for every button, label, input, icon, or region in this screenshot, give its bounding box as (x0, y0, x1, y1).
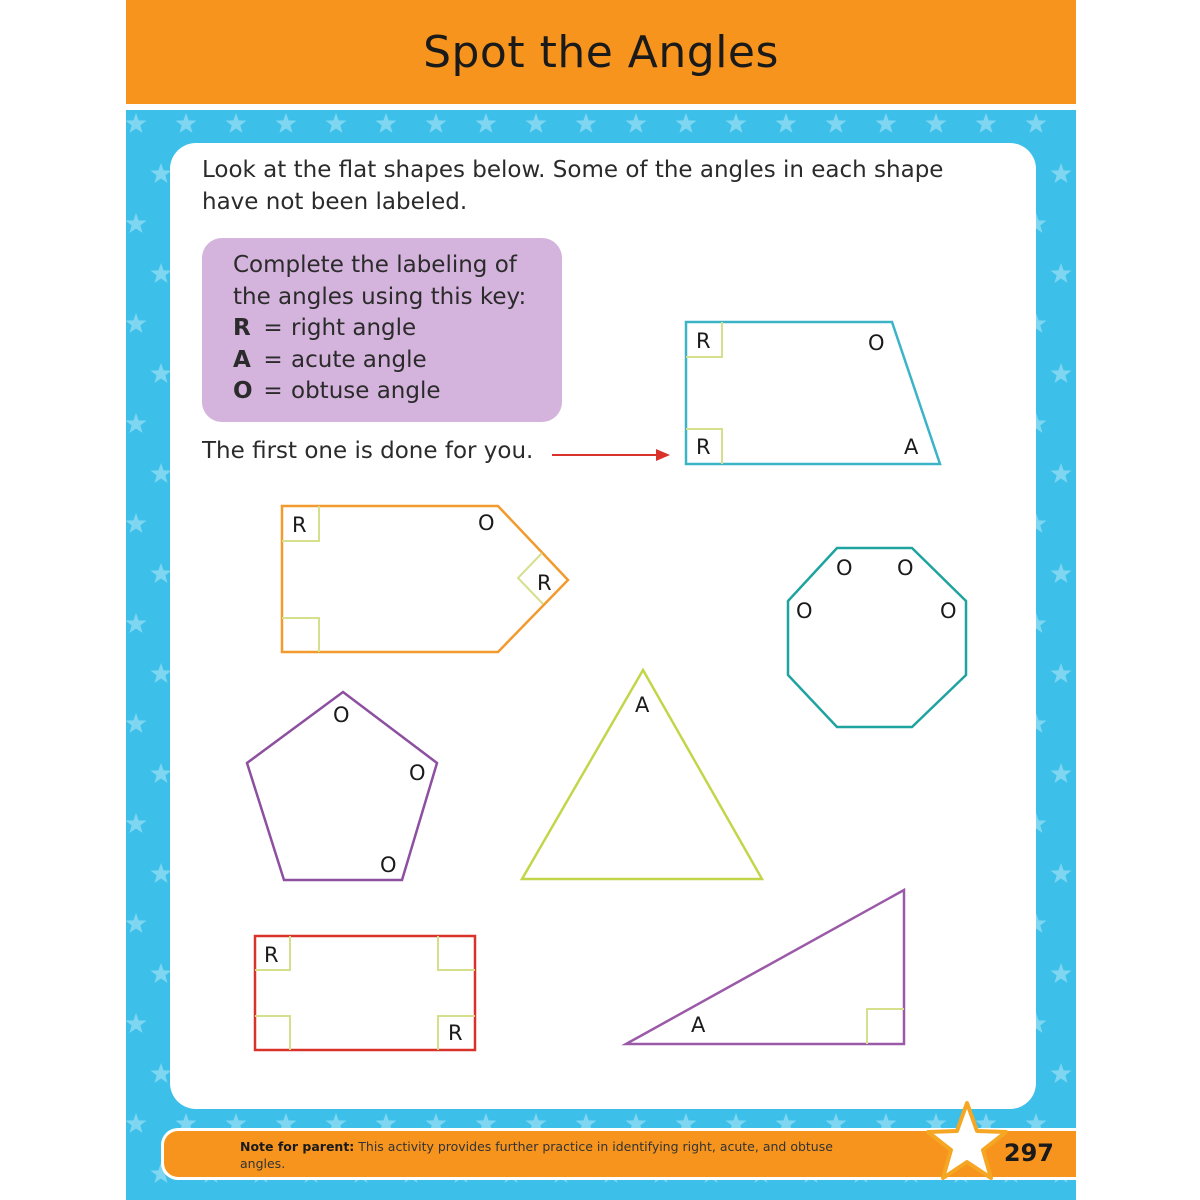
key-heading: Complete the labeling of the angles using this key: (233, 252, 527, 310)
right-angle-marker (282, 618, 319, 652)
octagon-outline (788, 548, 966, 727)
angle-label: R (696, 435, 711, 459)
angle-label: R (448, 1021, 463, 1045)
parent-note-label: Note for parent: (240, 1139, 355, 1154)
key-letter: A (233, 346, 251, 373)
octagon-shape (788, 548, 966, 727)
angle-label: O (409, 761, 426, 785)
right-triangle-outline (626, 890, 904, 1044)
page-title: Spot the Angles (423, 26, 779, 78)
shapes-canvas (126, 0, 1076, 1200)
trapezoid-outline (686, 322, 940, 464)
rectangle-outline (255, 936, 475, 1050)
angle-label: O (333, 703, 350, 727)
angle-label: O (380, 853, 397, 877)
key-equals: = (263, 346, 283, 373)
trapezoid-shape (686, 322, 940, 464)
arrow-pentagon-outline (282, 506, 568, 652)
key-equals: = (263, 378, 283, 404)
angle-label: O (868, 331, 885, 355)
angle-label: R (292, 513, 307, 537)
rectangle-shape (255, 936, 475, 1050)
key-meaning: obtuse angle (291, 378, 441, 404)
instructions-text: Look at the flat shapes below. Some of the angles in each shape have not been labeled. (202, 157, 944, 215)
angle-label: A (691, 1013, 706, 1037)
angle-label: O (836, 556, 853, 580)
angle-label: O (940, 599, 957, 623)
key-meaning: right angle (291, 315, 417, 341)
angle-label: R (537, 571, 552, 595)
angle-label: O (478, 511, 495, 535)
parent-note (240, 1138, 860, 1172)
workbook-page (126, 0, 1076, 1200)
angle-label: R (264, 943, 279, 967)
right-angle-marker (255, 1016, 290, 1050)
page-number: 297 (1003, 1139, 1054, 1167)
angle-label: O (897, 556, 914, 580)
angle-label: R (696, 329, 711, 353)
key-equals: = (263, 315, 283, 341)
pentagon-shape (247, 692, 437, 880)
angle-label: A (635, 693, 650, 717)
angle-label: O (796, 599, 813, 623)
key-letter: O (233, 378, 253, 404)
right-triangle-shape (626, 890, 904, 1044)
arrow-icon (552, 449, 670, 461)
angle-label: A (904, 435, 919, 459)
arrow-pentagon-shape (282, 506, 568, 652)
key-meaning: acute angle (291, 346, 427, 373)
key-letter: R (233, 315, 251, 341)
right-angle-marker (867, 1009, 904, 1044)
right-angle-marker (438, 936, 475, 970)
parent-note-text: This activity provides further practice in identifying right, acute, and obtuse angles. (240, 1139, 833, 1171)
example-note: The first one is done for you. (202, 438, 534, 464)
star-icon (926, 1098, 1008, 1184)
triangle-shape (522, 670, 762, 879)
